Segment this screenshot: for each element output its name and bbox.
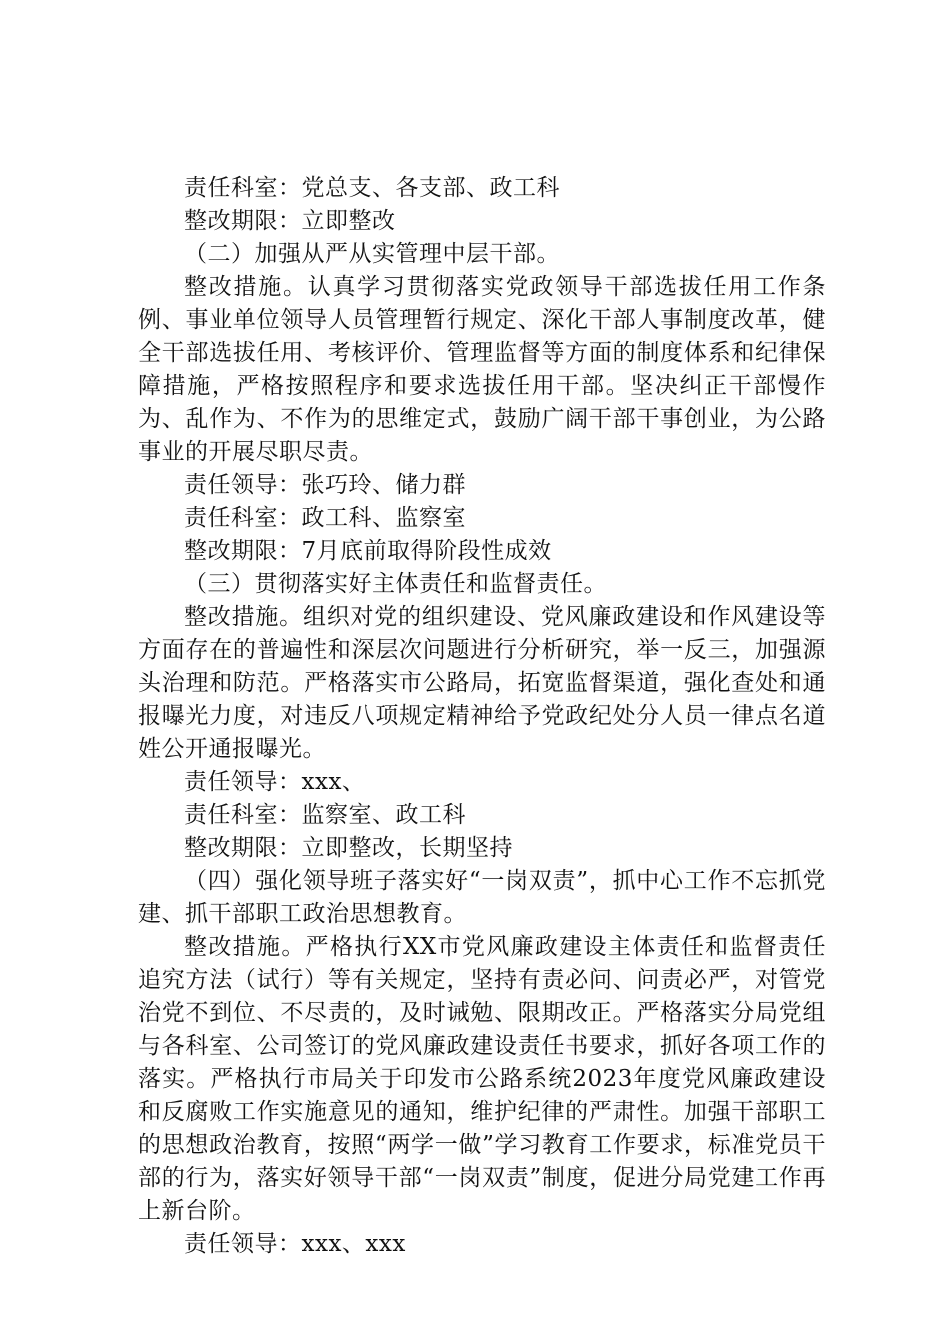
- responsible-dept-line: 责任科室：党总支、各支部、政工科: [184, 175, 560, 201]
- responsible-dept-line: 责任科室：政工科、监察室: [184, 505, 466, 531]
- responsible-dept-line: 责任科室：监察室、政工科: [184, 802, 466, 828]
- document-page: [138, 172, 826, 1261]
- section-heading: （二）加强从严从实管理中层干部。: [184, 241, 560, 267]
- responsible-leader-line: 责任领导：张巧玲、储力群: [184, 472, 466, 498]
- section-heading: （四）强化领导班子落实好“一岗双责”，抓中心工作不忘抓党建、抓干部职工政治思想教育。: [138, 868, 826, 927]
- responsible-leader-line: 责任领导：xxx、: [184, 769, 366, 795]
- measures-paragraph: 整改措施。认真学习贯彻落实党政领导干部选拔任用工作条例、事业单位领导人员管理暂行规定、深化干部人事制度改革，健全干部选拔任用、考核评价、管理监督等方面的制度体系和纪律保障措施，严格按照程序和要求选拔任用干部。坚决纠正干部慢作为、乱作为、不作为的思维定式，鼓励广阔干部干事创业，为公路事业的开展尽职尽责。: [138, 274, 826, 465]
- deadline-line: 整改期限：立即整改: [184, 208, 396, 234]
- deadline-line: 整改期限：7月底前取得阶段性成效: [184, 538, 552, 564]
- measures-paragraph: 整改措施。组织对党的组织建设、党风廉政建设和作风建设等方面存在的普遍性和深层次问题进行分析研究，举一反三，加强源头治理和防范。严格落实市公路局，拓宽监督渠道，强化查处和通报曝光力度，对违反八项规定精神给予党政纪处分人员一律点名道姓公开通报曝光。: [138, 604, 826, 762]
- measures-paragraph: 整改措施。严格执行XX市党风廉政建设主体责任和监督责任追究方法（试行）等有关规定，坚持有责必问、问责必严，对管党治党不到位、不尽责的，及时诫勉、限期改正。严格落实分局党组与各科室、公司签订的党风廉政建设责任书要求，抓好各项工作的落实。严格执行市局关于印发市公路系统2023年度党风廉政建设和反腐败工作实施意见的通知，维护纪律的严肃性。加强干部职工的思想政治教育，按照“两学一做”学习教育工作要求，标准党员干部的行为，落实好领导干部“一岗双责”制度，促进分局党建工作再上新台阶。: [138, 934, 826, 1224]
- deadline-line: 整改期限：立即整改，长期坚持: [184, 835, 513, 861]
- responsible-leader-line: 责任领导：xxx、xxx: [184, 1231, 406, 1257]
- section-heading: （三）贯彻落实好主体责任和监督责任。: [184, 571, 607, 597]
